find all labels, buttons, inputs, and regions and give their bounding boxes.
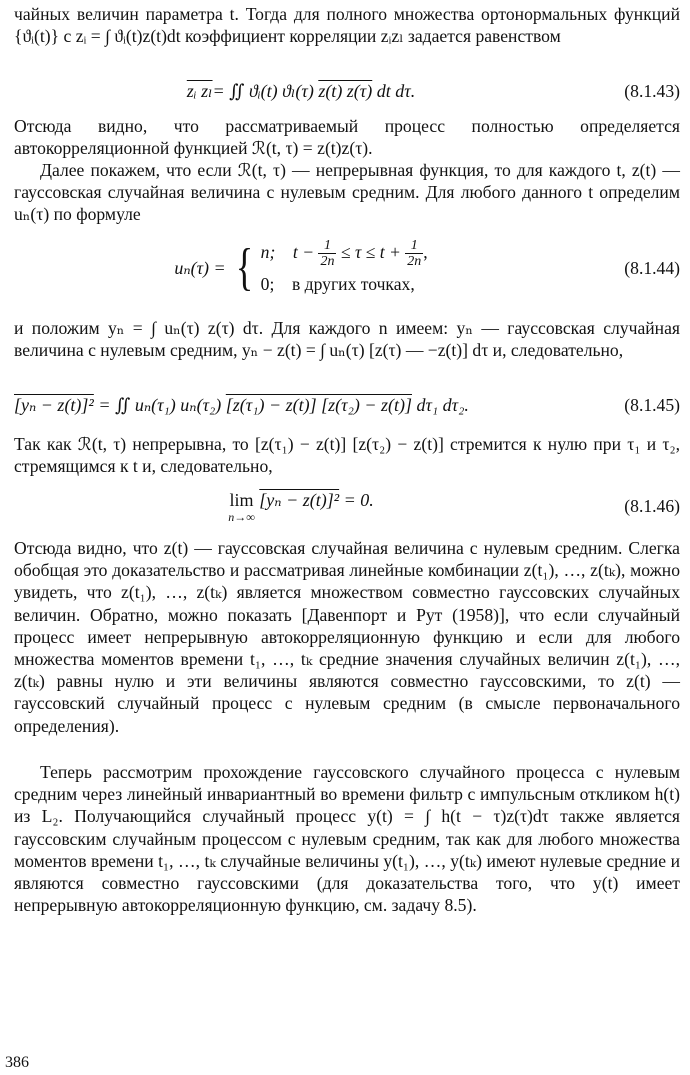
equation-number: (8.1.45) xyxy=(624,395,680,415)
eq4-overline: [yₙ − z(t)]² xyxy=(259,490,340,510)
eq2-row1-b: ≤ τ ≤ t + xyxy=(340,241,401,262)
eq1-rhs-overline: z(t) z(τ) xyxy=(318,81,373,101)
fraction-1: $\frac{1}{2n}$ xyxy=(320,238,335,270)
equation-8-1-43 xyxy=(14,69,680,113)
equation-number: (8.1.43) xyxy=(624,81,680,101)
paragraph-2: Отсюда видно, что рассматриваемый процесс полностью определяется автокорреляционной функцией ℛ(t, τ) = z(t)z(τ). xyxy=(14,116,680,159)
equation-number: (8.1.44) xyxy=(624,258,680,278)
eq2-row2-text: в других точках, xyxy=(291,274,415,295)
equation-8-1-44: uₙ(τ) = { n; t − $\frac{1}{2n}$ ≤ τ ≤ t + $\frac{1}{2n}$ , 0; в других точках, (8.1.44) xyxy=(174,238,680,296)
paragraph-3: Далее покажем, что если ℛ(t, τ) — непрерывная функция, то для каждого t, z(t) — гауссовская случайная величина с нулевым средним. Для любого данного t определим uₙ(τ) по формуле xyxy=(14,160,680,225)
eq1-rhs-b: dt dτ. xyxy=(372,81,416,101)
eq1-lhs: zᵢ zₗ xyxy=(186,81,213,101)
eq2-lhs: uₙ(τ) = xyxy=(174,257,226,278)
eq3-mid-overline: [z(τ₁) − z(t)] [z(τ₂) − z(t)] xyxy=(225,395,412,415)
eq3-lhs: [yₙ − z(t)]² xyxy=(14,395,94,415)
eq2-row1-a: t − xyxy=(292,241,315,262)
paragraph-5: Так как ℛ(t, τ) непрерывна, то [z(τ₁) − z(t)] [z(τ₂) − z(t)] стремится к нулю при τ₁ и τ₂, стремящимся к t и, следовательно, xyxy=(14,434,680,477)
fraction-2: $\frac{1}{2n}$ xyxy=(407,238,422,270)
left-brace: { xyxy=(235,238,253,296)
paragraph-1: чайных величин параметра t. Тогда для полного множества ортонормальных функций {ϑᵢ(t)} с zᵢ = ∫ ϑᵢ(t)z(t)dt коэффициент корреляции zᵢzₗ задается равенством xyxy=(14,4,680,47)
eq3-tail: dτ₁ dτ₂. xyxy=(411,395,469,415)
eq2-row1-value: n; xyxy=(260,241,276,262)
paragraph-4: и положим yₙ = ∫ uₙ(τ) z(τ) dτ. Для каждого n имеем: yₙ — гауссовская случайная величина с нулевым средним, yₙ − z(t) = ∫ uₙ(τ) [z(τ) — −z(t)] dτ и, следовательно, xyxy=(14,318,680,361)
eq2-row2-value: 0; xyxy=(260,274,275,295)
page-body xyxy=(14,3,680,961)
page-number: 386 xyxy=(5,1054,29,1071)
paragraph-6: Отсюда видно, что z(t) — гауссовская случайная величина с нулевым средним. Слегка обобщая это доказательство и рассматривая линейные комбинации z(t₁), …, z(tₖ), можно увидеть, что z(t₁), …, z(tₖ) является множеством совместно гауссовских случайных величин. Обратно, можно показать [Давенпорт и Рут (1958)], что если случайный процесс имеет непрерывную автокорреляционную функцию и если для любого множества моментов времени t₁, …, tₖ средние значения случайных величин z(t₁), …, z(tₖ) равны нулю и эти величины являются совместно гауссовскими, то z(t) — гауссовский случайный процесс с нулевым средним (в смысле первоначального определения). xyxy=(14,538,680,736)
eq1-rhs-a: = ∬ ϑᵢ(t) ϑₗ(τ) xyxy=(212,81,319,101)
equation-8-1-45 xyxy=(14,383,680,427)
eq4-tail: = 0. xyxy=(339,490,374,510)
equation-number: (8.1.46) xyxy=(624,496,680,516)
eq3-mid: = ∬ uₙ(τ₁) uₙ(τ₂) xyxy=(93,395,226,415)
paragraph-7: Теперь рассмотрим прохождение гауссовского случайного процесса с нулевым средним через линейный инвариантный во времени фильтр с импульсным откликом h(t) из L₂. Получающийся случайный процесс y(t) = ∫ h(t − τ)z(τ)dτ также является гауссовским случайным процессом с нулевым средним, так как для любого множества моментов времени t₁, …, tₖ случайные величины y(t₁), …, y(tₖ) имеют нулевые средние и являются совместно гауссовскими (для доказательства того, что y(t) имеет непрерывную автокорреляционную функцию, см. задачу 8.5). xyxy=(14,762,680,916)
limit-operator: lim n→∞ xyxy=(228,490,255,524)
equation-8-1-46 xyxy=(14,477,680,535)
